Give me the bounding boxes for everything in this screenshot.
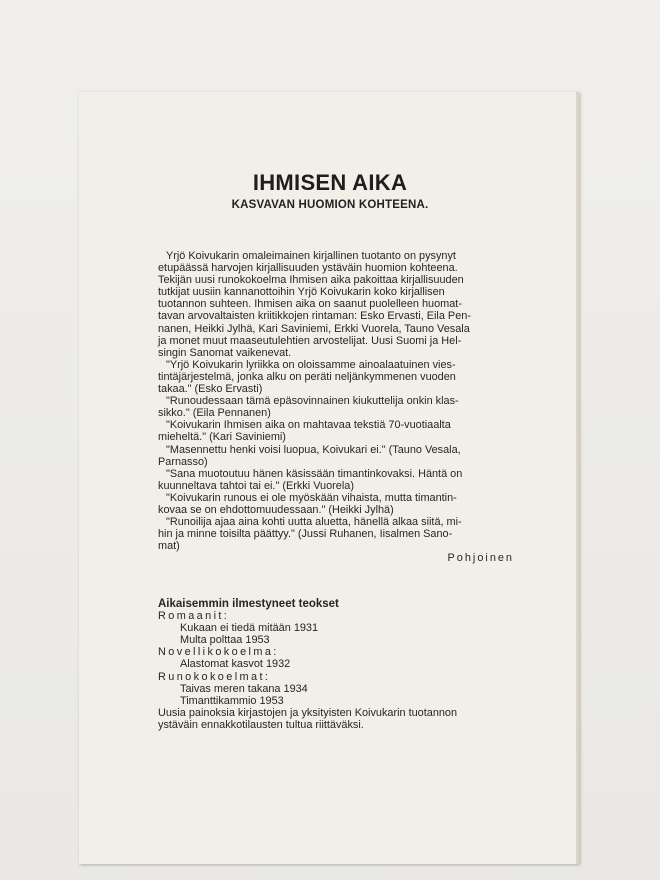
quote-line: "Koivukarin runous ei ole myöskään vihaista, mutta timantin- — [166, 491, 457, 504]
stories-label: Novellikokoelma: — [158, 646, 279, 659]
signature: Pohjoinen — [447, 552, 514, 565]
novels-label: Romaanit: — [158, 610, 230, 623]
quote-line: "Masennettu henki voisi luopua, Koivukari ei." (Tauno Vesala, — [166, 443, 461, 456]
work-item: Alastomat kasvot 1932 — [180, 658, 291, 671]
quote-line: Parnasso) — [158, 455, 208, 468]
quote-line: "Runoilija ajaa aina kohti uutta aluetta, hänellä alkaa siitä, mi- — [166, 516, 462, 529]
quote-line: "Yrjö Koivukarin lyriikka on oloissamme ainoalaatuinen vies- — [166, 358, 456, 371]
body-line: ja monet muut maaseutulehtien arvostelijat. Uusi Suomi ja Hel- — [158, 334, 462, 347]
work-item: Timanttikammio 1953 — [180, 694, 284, 707]
body-line: tuotannon suhteen. Ihmisen aika on saanut puolelleen huomat- — [158, 298, 462, 311]
body-line: tutkijat uusiin kannanottoihin Yrjö Koivukarin koko kirjallisen — [158, 286, 445, 299]
previous-works-block — [158, 598, 516, 731]
quote-line: "Runoudessaan tämä epäsovinnainen kiukuttelija onkin klas- — [166, 395, 459, 408]
body-line: singin Sanomat vaikenevat. — [158, 346, 292, 359]
description-block — [158, 250, 516, 564]
work-item: Kukaan ei tiedä mitään 1931 — [180, 622, 319, 635]
quote-line: takaa." (Esko Ervasti) — [158, 383, 263, 396]
quote-line: "Sana muotoutuu hänen käsissään timantinkovaksi. Häntä on — [166, 467, 463, 480]
quote-line: sikko." (Eila Pennanen) — [158, 407, 271, 420]
body-line: tavan arvovaltaisten kriitikkojen rintaman: Esko Ervasti, Eila Pen- — [158, 310, 471, 323]
quote-line: kuunneltava tahtoi tai ei." (Erkki Vuorela) — [158, 479, 354, 492]
book-title: IHMISEN AIKA — [252, 170, 408, 195]
work-item: Taivas meren takana 1934 — [180, 682, 308, 695]
book-subtitle: KASVAVAN HUOMION KOHTEENA. — [231, 199, 429, 211]
reprint-note: Uusia painoksia kirjastojen ja yksityisten Koivukarin tuotannon — [158, 706, 458, 719]
work-item: Multa polttaa 1953 — [180, 634, 270, 647]
body-line: Yrjö Koivukarin omaleimainen kirjallinen tuotanto on pysynyt — [166, 250, 456, 262]
body-line: nanen, Heikki Jylhä, Kari Saviniemi, Erkki Vuorela, Tauno Vesala — [158, 322, 470, 335]
quote-line: kovaa se on ehdottomuudessaan." (Heikki Jylhä) — [158, 503, 394, 516]
reprint-note: ystäväin ennakkotilausten tultua riittäväksi. — [158, 718, 364, 731]
poems-label: Runokokoelmat: — [158, 670, 271, 683]
body-line: etupäässä harvojen kirjallisuuden ystäväin huomion kohteena. — [158, 262, 458, 275]
quote-line: "Koivukarin Ihmisen aika on mahtavaa tekstiä 70-vuotiaalta — [166, 419, 451, 432]
quote-line: hin ja minne toisilta päättyy." (Jussi Ruhanen, Iisalmen Sano- — [158, 528, 453, 541]
previous-works-heading: Aikaisemmin ilmestyneet teokset — [158, 598, 339, 610]
quote-line: mat) — [158, 540, 180, 553]
body-line: Tekijän uusi runokokoelma Ihmisen aika pakoittaa kirjallisuuden — [158, 274, 464, 287]
quote-line: tintäjärjestelmä, jonka alku on peräti neljänkymmenen vuoden — [158, 370, 456, 383]
quote-line: mieheltä." (Kari Saviniemi) — [158, 431, 286, 444]
